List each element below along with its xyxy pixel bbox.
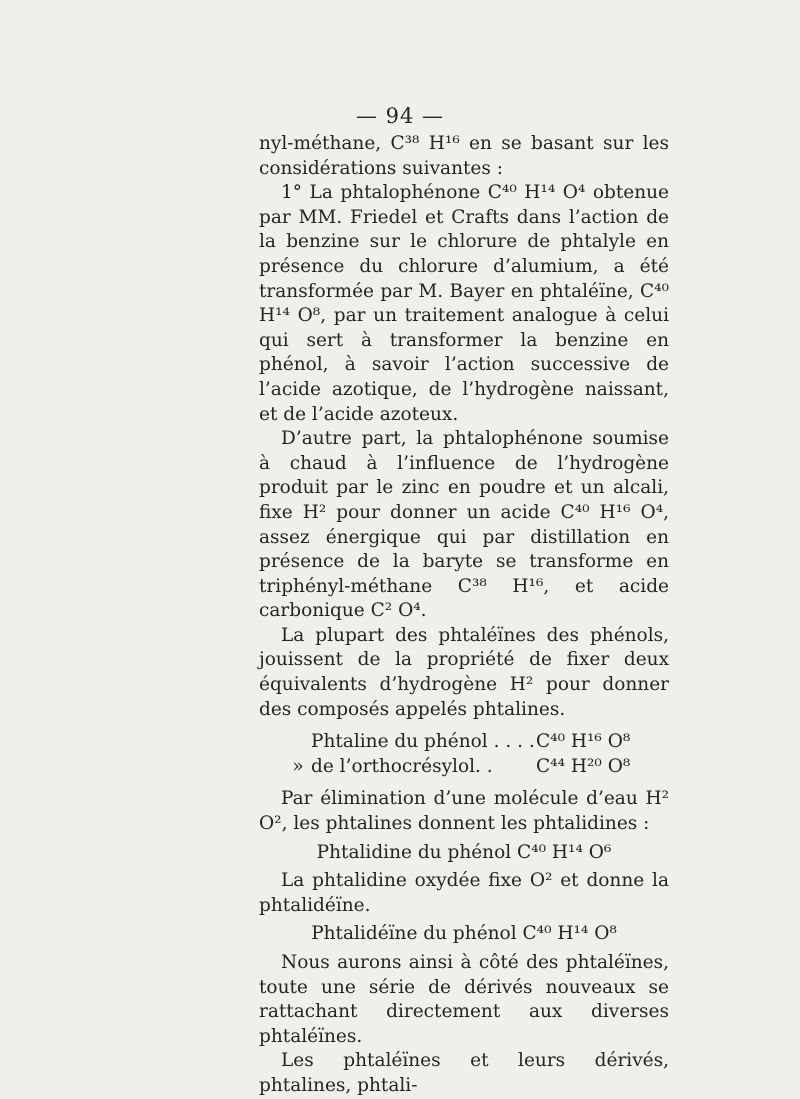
formula-phtalidine: Phtalidine du phénol C⁴⁰ H¹⁴ O⁶ — [316, 841, 612, 863]
paragraph-phtaleines: La plupart des phtaléïnes des phénols, jouissent de la propriété de fixer deux équivalents d’hydrogène H² pour donner des composés appelés phtalines. — [259, 624, 669, 720]
paragraph-elimination: Par élimination d’une molécule d’eau H² O², les phtalines donnent les phtalidines : — [259, 788, 669, 835]
paragraph-phtalophenone: 1° La phtalophénone C⁴⁰ H¹⁴ O⁴ obtenue par MM. Friedel et Crafts dans l’action de la benzine sur le chlorure de phtalyle en présence du chlorure d’alumium, a été transformée par M. Bayer en phtaléïne, C⁴⁰ H¹⁴ O⁸, par un traitement analogue à celui qui sert à transformer la benzine en phénol, à savoir l’action successive de l’acide azotique, de l’hydrogène naissant, et de l’acide azoteux. — [259, 182, 669, 425]
formula-name: de l’orthocrésylol. . — [311, 755, 493, 777]
formula-phtalideine: Phtalidéïne du phénol C⁴⁰ H¹⁴ O⁸ — [311, 923, 617, 945]
paragraph-intro: nyl-méthane, C³⁸ H¹⁶ en se basant sur les considérations suivantes : — [259, 133, 669, 179]
body-text — [259, 132, 669, 1099]
formula-row-phtaline-phenol — [259, 730, 669, 755]
page-number: — 94 — — [355, 104, 445, 128]
formula-value: C⁴⁰ H¹⁶ O⁸ — [536, 731, 631, 753]
paragraph-nous-aurons: Nous aurons ainsi à côté des phtaléïnes, toute une série de dérivés nouveaux se rattachant directement aux diverses phtaléïnes. — [259, 952, 669, 1047]
formula-name: Phtaline du phénol . . . . — [311, 731, 535, 753]
ditto-mark: » — [292, 755, 304, 777]
formula-value: C⁴⁴ H²⁰ O⁸ — [536, 755, 631, 777]
formula-row-phtaline-ortho — [259, 755, 669, 780]
paragraph-dautre-part: D’autre part, la phtalophénone soumise à chaud à l’influence de l’hydrogène produit par le zinc en poudre et un alcali, fixe H² pour donner un acide C⁴⁰ H¹⁶ O⁴, assez énergique qui par distillation en présence de la baryte se transforme en triphényl-méthane C³⁸ H¹⁶, et acide carbonique C² O⁴. — [259, 428, 669, 622]
paragraph-oxydee: La phtalidine oxydée fixe O² et donne la phtalidéïne. — [259, 870, 669, 916]
paragraph-derives: Les phtaléïnes et leurs dérivés, phtalines, phtali- — [259, 1050, 669, 1096]
